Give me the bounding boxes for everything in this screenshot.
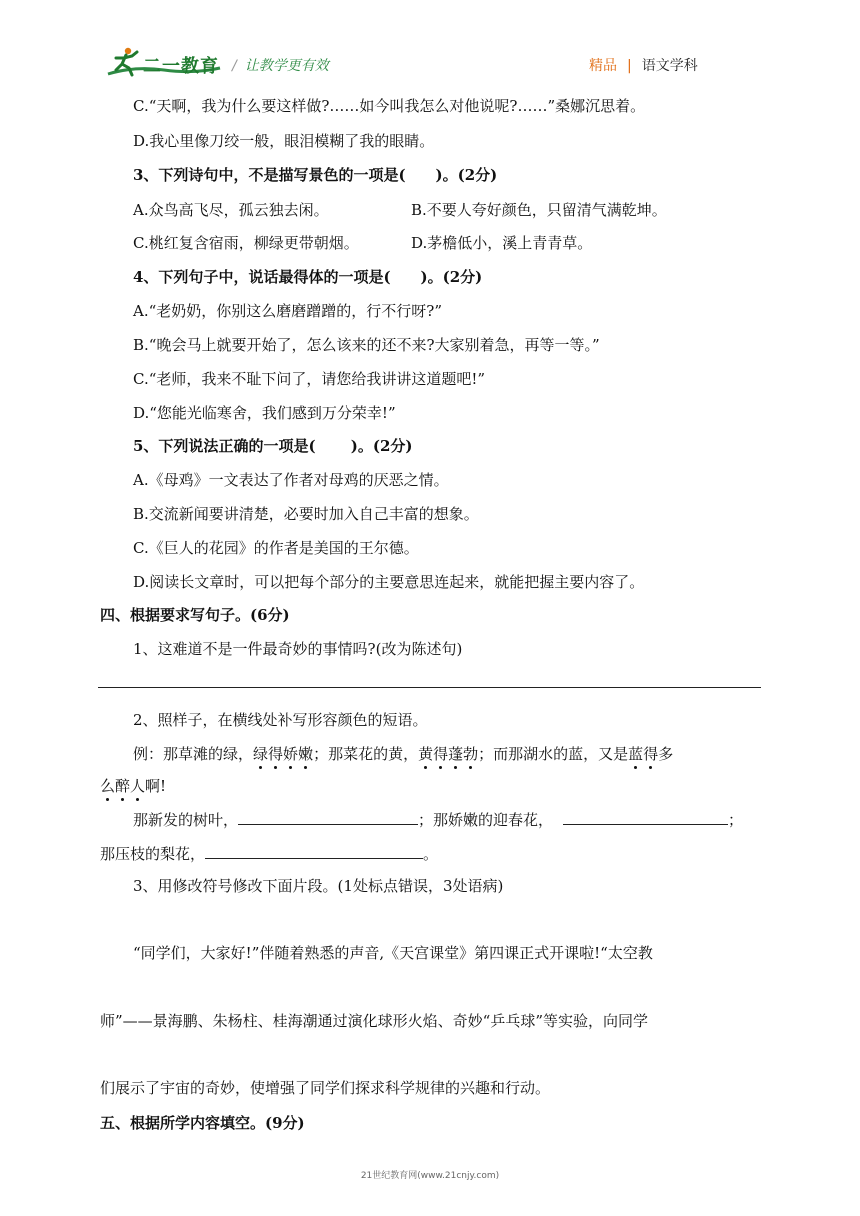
blank-pear[interactable]	[205, 842, 423, 859]
section5-title: 五、根据所学内容填空。(9分)	[100, 1114, 305, 1132]
q3-stem: 3、下列诗句中，不是描写景色的一项是( )。(2分)	[133, 166, 498, 184]
passage-line-1: “同学们，大家好!”伴随着熟悉的声音,《天宫课堂》第四课正式开课啦!“太空教	[133, 944, 653, 962]
q5-stem: 5、下列说法正确的一项是( )。(2分)	[133, 437, 413, 455]
q5-option-c: C.《巨人的花园》的作者是美国的王尔德。	[133, 539, 419, 557]
subject-label: 语文学科	[641, 58, 698, 74]
quality-badge: 精品	[589, 58, 617, 74]
q3-option-d: D.茅檐低小，溪上青青草。	[411, 234, 593, 252]
q4-option-a: A.“老奶奶，你别这么磨磨蹭蹭的，行不行呀?”	[133, 302, 442, 320]
blank-leaves[interactable]	[238, 808, 418, 825]
s4-q1: 1、这难道不是一件最奇妙的事情吗?(改为陈述句)	[133, 640, 463, 658]
page-header	[0, 0, 860, 86]
blank-jasmine[interactable]	[563, 808, 728, 825]
s4-q2: 2、照样子，在横线处补写形容颜色的短语。	[133, 711, 428, 729]
slogan-text: 让教学更有效	[244, 58, 329, 74]
logo-text: 二一教育	[143, 56, 219, 77]
q4-option-c: C.“老师，我来不耻下问了，请您给我讲讲这道题吧!”	[133, 370, 486, 388]
s4-q3: 3、用修改符号修改下面片段。(1处标点错误，3处语病)	[133, 877, 504, 895]
q2-option-d: D.我心里像刀绞一般，眼泪模糊了我的眼睛。	[133, 132, 435, 150]
slogan: / 让教学更有效	[232, 58, 329, 74]
s4-q2-fill-line2: 那压枝的梨花， 。	[100, 842, 438, 864]
header-right: 精品 | 语文学科	[589, 58, 698, 74]
passage-line-3: 们展示了宇宙的奇妙，使增强了同学们探求科学规律的兴趣和行动。	[100, 1079, 551, 1097]
section4-title: 四、根据要求写句子。(6分)	[100, 606, 290, 624]
q4-option-b: B.“晚会马上就要开始了，怎么该来的还不来?大家别着急，再等一等。”	[133, 336, 600, 354]
q4-stem: 4、下列句子中，说话最得体的一项是( )。(2分)	[133, 268, 483, 286]
answer-line[interactable]	[98, 687, 761, 688]
q5-option-d: D.阅读长文章时，可以把每个部分的主要意思连起来，就能把握主要内容了。	[133, 573, 645, 591]
q3-option-b: B.不要人夸好颜色，只留清气满乾坤。	[411, 201, 667, 219]
q3-option-c: C.桃红复含宿雨，柳绿更带朝烟。	[133, 234, 359, 252]
q5-option-b: B.交流新闻要讲清楚，必要时加入自己丰富的想象。	[133, 505, 479, 523]
page-footer: 21世纪教育网(www.21cnjy.com)	[360, 1171, 500, 1181]
s4-q2-fill-line1: 那新发的树叶， ；那娇嫩的迎春花， ；	[133, 808, 743, 830]
s4-q2-example-line1: 例：那草滩的绿，绿得娇嫩；那菜花的黄，黄得蓬勃；而那湖水的蓝，又是蓝得多	[133, 745, 674, 763]
s4-q2-example-line2: 么醉人啊!	[100, 777, 167, 795]
q3-option-a: A.众鸟高飞尽，孤云独去闲。	[133, 201, 329, 219]
passage-line-2: 师”——景海鹏、朱杨柱、桂海潮通过演化球形火焰、奇妙“乒乓球”等实验，向同学	[100, 1012, 649, 1030]
q2-option-c: C.“天啊，我为什么要这样做?……如今叫我怎么对他说呢?……”桑娜沉思着。	[133, 97, 646, 115]
q4-option-d: D.“您能光临寒舍，我们感到万分荣幸!”	[133, 404, 396, 422]
q5-option-a: A.《母鸡》一文表达了作者对母鸡的厌恶之情。	[133, 471, 449, 489]
